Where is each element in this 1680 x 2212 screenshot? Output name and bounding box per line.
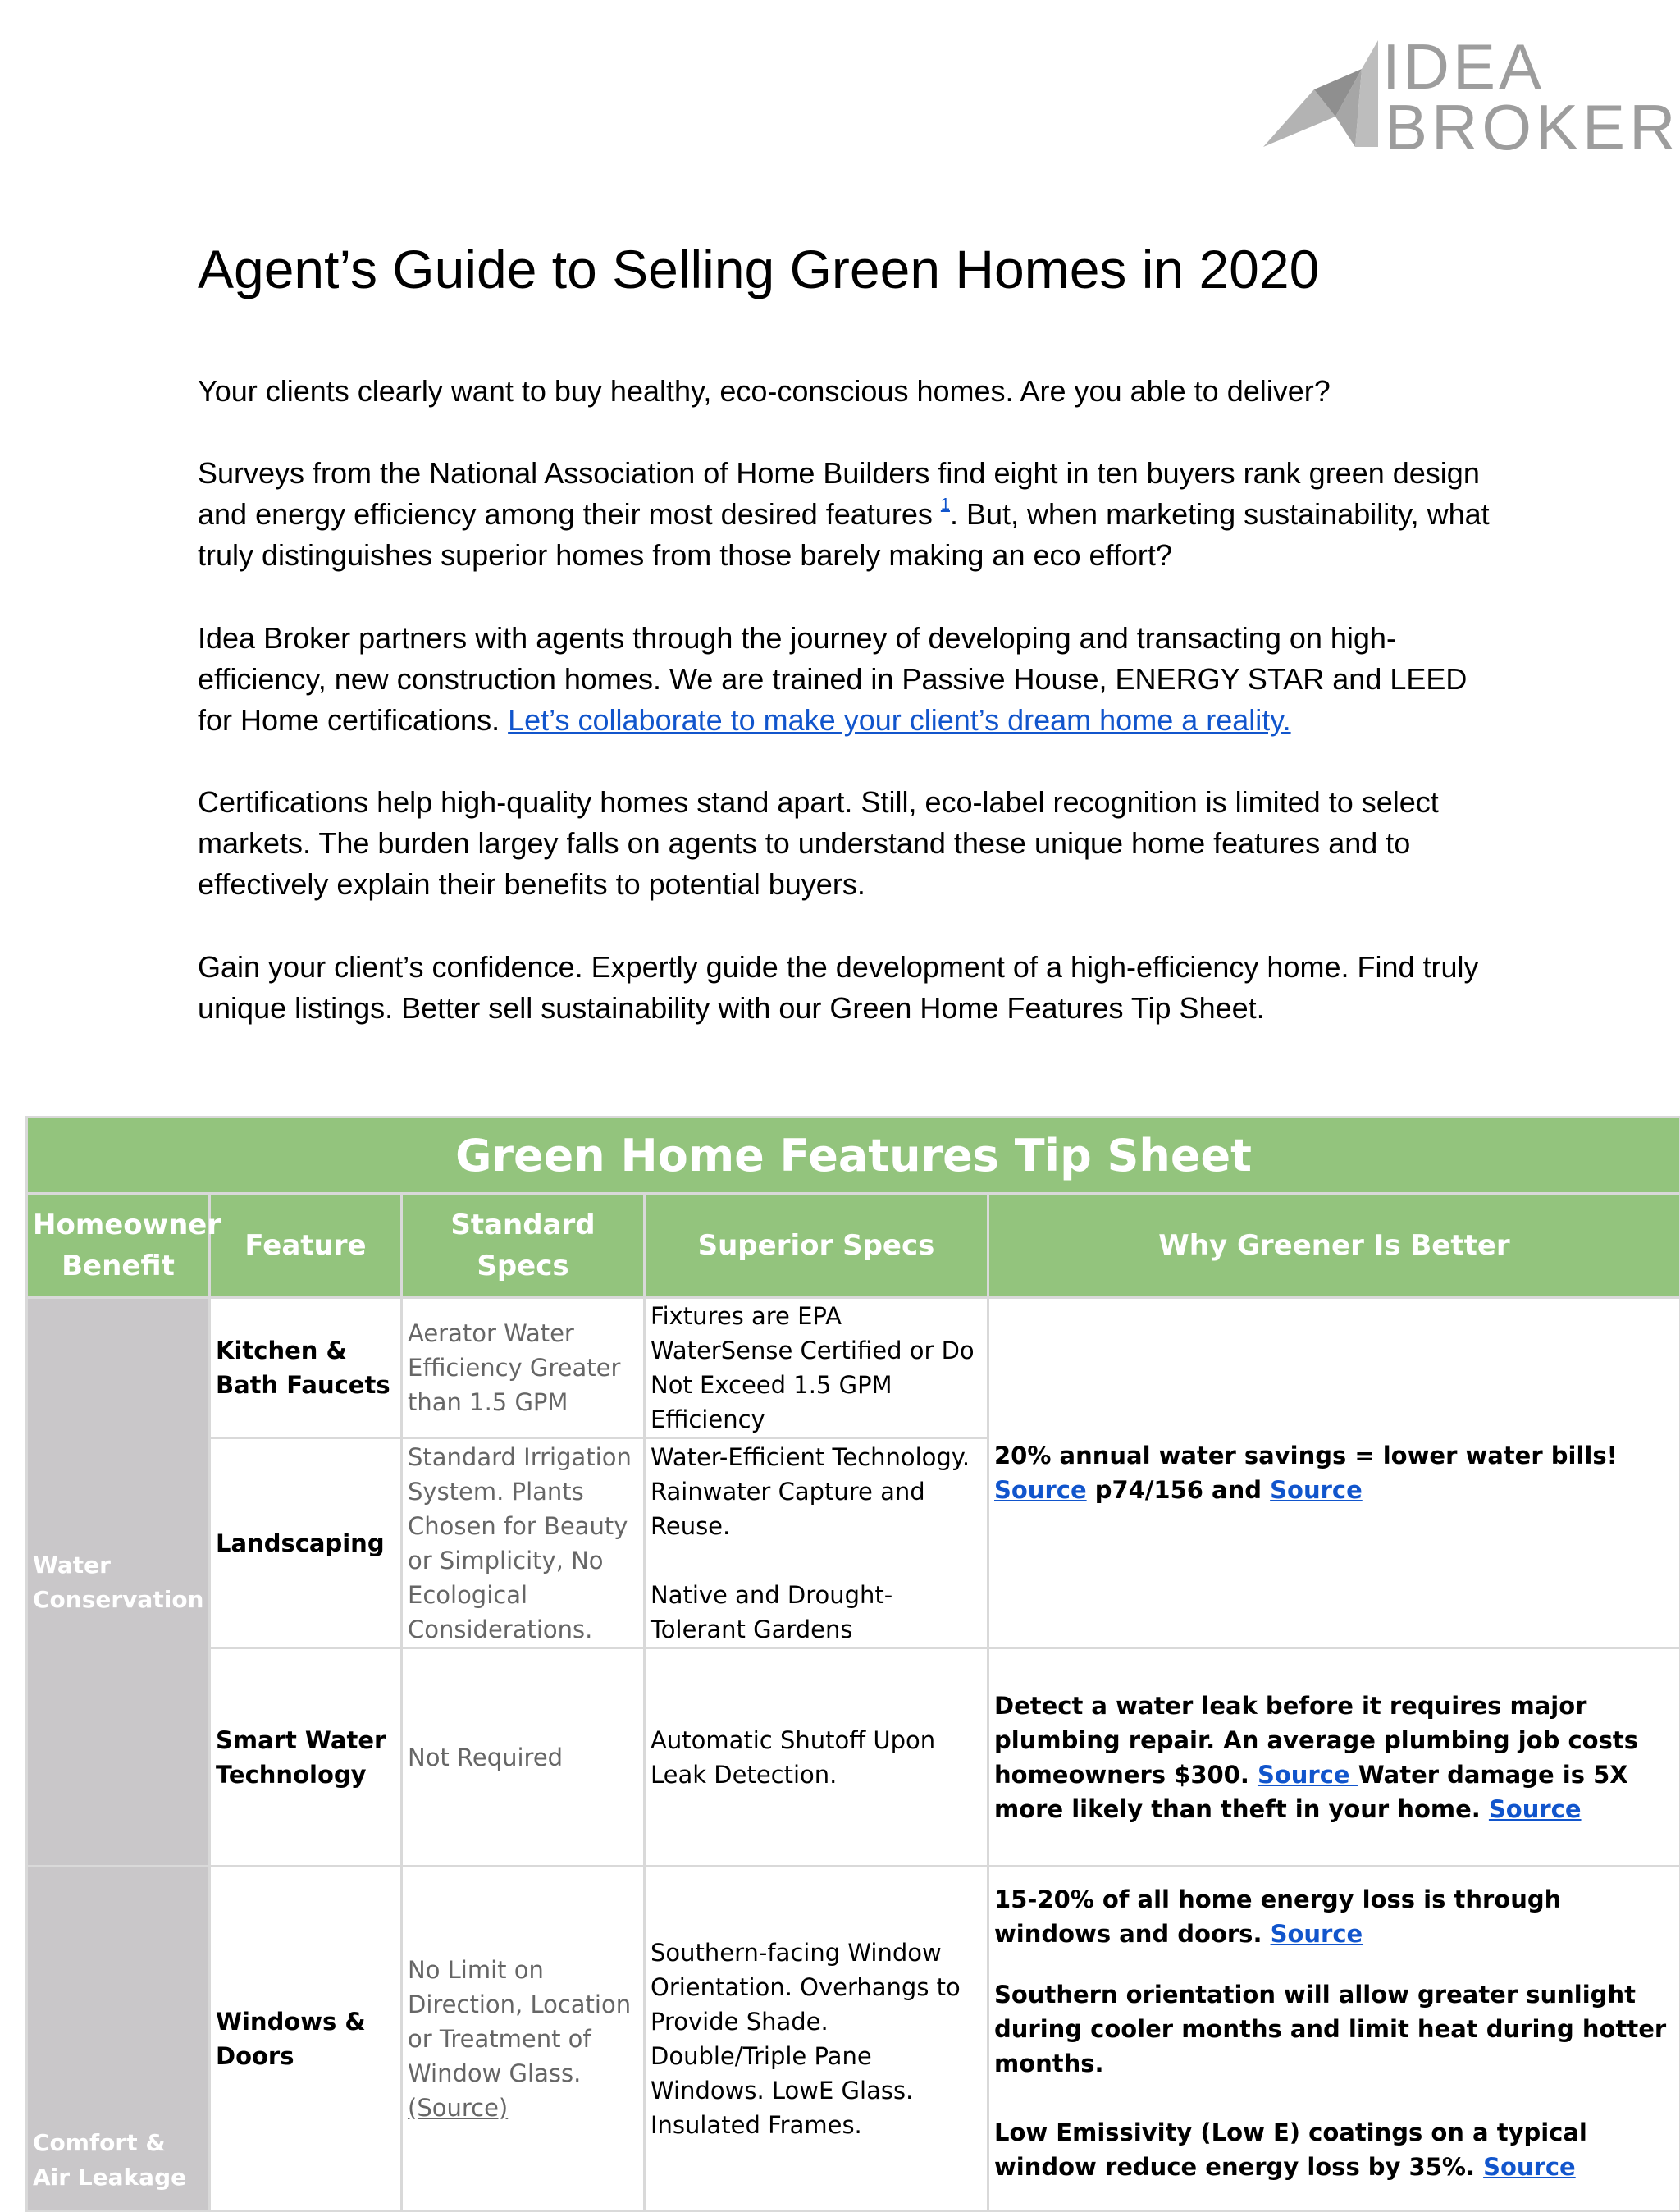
feature-cell: Windows & Doors <box>210 1867 402 2211</box>
why-greener-cell <box>988 1867 1680 2211</box>
table-row <box>27 1298 1680 1438</box>
source-link[interactable]: Source <box>1483 2153 1576 2181</box>
logo-word-idea: IDEA <box>1382 34 1545 98</box>
source-link[interactable]: Source <box>994 1476 1087 1504</box>
feature-cell: Smart Water Technology <box>210 1648 402 1867</box>
standard-spec-cell: Aerator Water Efficiency Greater than 1.5 GPM <box>402 1298 645 1438</box>
standard-spec-cell: Standard Irrigation System. Plants Chosen for Beauty or Simplicity, No Ecological Considerations. <box>402 1438 645 1648</box>
certifications-paragraph: Certifications help high-quality homes stand apart. Still, eco-label recognition is limited to select markets. The burden largey falls on agents to understand these unique home features and to effectively explain their benefits to potential buyers. <box>198 782 1494 905</box>
benefit-water-conservation: Water Conservation <box>27 1298 210 1867</box>
why-text: Low Emissivity (Low E) coatings on a typical window reduce energy loss by 35%. <box>994 2118 1587 2181</box>
superior-spec-text: Water-Efficient Technology. Rainwater Capture and Reuse. <box>651 1443 970 1540</box>
logo-mark-icon <box>1263 36 1386 151</box>
water-savings-text: 20% annual water savings = lower water bills! <box>994 1442 1618 1469</box>
intro-paragraph: Your clients clearly want to buy healthy, eco-conscious homes. Are you able to deliver? <box>198 371 1494 412</box>
partners-paragraph <box>198 618 1494 741</box>
source-page-text: p74/156 and <box>1087 1476 1271 1504</box>
source-link[interactable]: Source <box>1271 1920 1363 1948</box>
standard-spec-cell <box>402 1867 645 2211</box>
tip-sheet-title: Green Home Features Tip Sheet <box>27 1117 1680 1194</box>
superior-spec-cell <box>645 1438 988 1648</box>
why-text: Detect a water leak before it requires major plumbing repair. An average plumbing job costs homeowners $300. <box>994 1692 1638 1789</box>
why-text: Southern orientation will allow greater sunlight during cooler months and limit heat during hotter months. <box>994 1981 1666 2077</box>
survey-paragraph <box>198 453 1494 576</box>
logo-word-broker: BROKER <box>1385 95 1679 159</box>
header-superior-specs: Superior Specs <box>645 1194 988 1298</box>
header-why-greener: Why Greener Is Better <box>988 1194 1680 1298</box>
header-feature: Feature <box>210 1194 402 1298</box>
tip-sheet-table <box>25 1116 1680 2212</box>
feature-cell: Landscaping <box>210 1438 402 1648</box>
feature-cell: Kitchen & Bath Faucets <box>210 1298 402 1438</box>
superior-spec-cell: Fixtures are EPA WaterSense Certified or Do Not Exceed 1.5 GPM Efficiency <box>645 1298 988 1438</box>
superior-spec-cell: Automatic Shutoff Upon Leak Detection. <box>645 1648 988 1867</box>
footnote-link[interactable]: 1 <box>941 496 950 514</box>
header-standard-specs: Standard Specs <box>402 1194 645 1298</box>
idea-broker-logo <box>1263 36 1649 159</box>
why-text: 15-20% of all home energy loss is through windows and doors. <box>994 1885 1561 1948</box>
survey-text-b: . But, when marketing sustainability, what truly distinguishes superior homes from those barely making an eco effort? <box>198 497 1490 572</box>
superior-spec-text: Native and Drought-Tolerant Gardens <box>651 1581 892 1643</box>
standard-spec-text: No Limit on Direction, Location or Treatment of Window Glass. <box>408 1956 631 2087</box>
source-link[interactable]: Source <box>1270 1476 1363 1504</box>
source-link[interactable]: Source <box>1258 1761 1358 1789</box>
collaborate-link[interactable]: Let’s collaborate to make your client’s dream home a reality. <box>508 703 1290 737</box>
source-link[interactable]: (Source) <box>408 2094 508 2122</box>
partners-text: Idea Broker partners with agents through the journey of developing and transacting on high-efficiency, new construction homes. We are trained in Passive House, ENERGY STAR and LEED for Home certifications. <box>198 621 1467 737</box>
table-row <box>27 1867 1680 2211</box>
standard-spec-cell: Not Required <box>402 1648 645 1867</box>
benefit-comfort-air-leakage: Comfort & Air Leakage <box>27 1867 210 2211</box>
survey-text-a: Surveys from the National Association of Home Builders find eight in ten buyers rank green design and energy efficiency among their most desired features <box>198 456 1480 531</box>
why-text: Water damage is 5X more likely than theft in your home. <box>994 1761 1628 1823</box>
table-row <box>27 1648 1680 1867</box>
why-greener-cell <box>988 1298 1680 1648</box>
page-title: Agent’s Guide to Selling Green Homes in 2020 <box>198 240 1319 299</box>
confidence-paragraph: Gain your client’s confidence. Expertly guide the development of a high-efficiency home. Find truly unique listings. Better sell sustainability with our Green Home Features Tip Sheet. <box>198 947 1494 1029</box>
why-greener-cell <box>988 1648 1680 1867</box>
superior-spec-cell: Southern-facing Window Orientation. Overhangs to Provide Shade. Double/Triple Pane Windows. LowE Glass. Insulated Frames. <box>645 1867 988 2211</box>
header-homeowner-benefit: Homeowner Benefit <box>27 1194 210 1298</box>
source-link[interactable]: Source <box>1489 1795 1582 1823</box>
